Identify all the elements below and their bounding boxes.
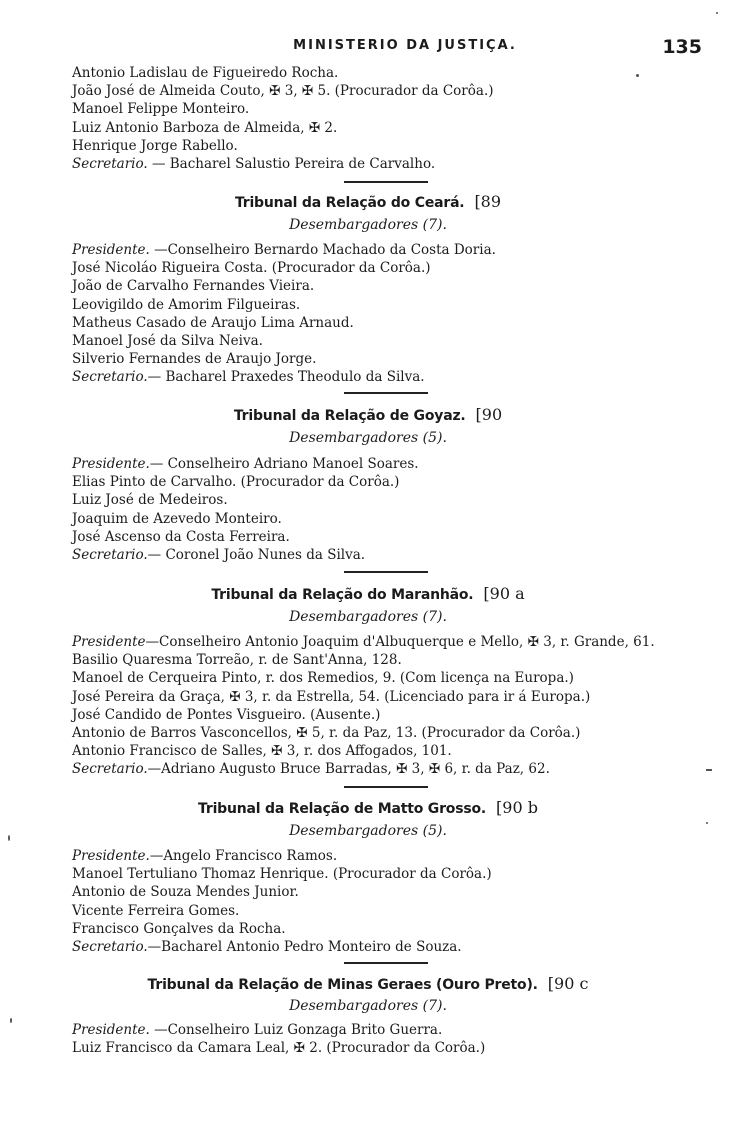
list-item: Luiz Francisco da Camara Leal, ✠ 2. (Procurador da Corôa.) <box>72 1040 486 1057</box>
list-item: Secretario.—Bacharel Antonio Pedro Monteiro de Souza. <box>72 939 462 956</box>
role-label: Presidente. <box>72 242 150 258</box>
list-item: Henrique Jorge Rabello. <box>72 137 238 154</box>
section-ref: [90 a <box>483 584 525 603</box>
list-item: Francisco Gonçalves da Rocha. <box>72 920 286 937</box>
section-list <box>72 847 682 956</box>
print-speck <box>706 822 708 824</box>
list-item: Secretario. — Bacharel Salustio Pereira de Carvalho. <box>72 156 436 173</box>
list-item: Antonio de Barros Vasconcellos, ✠ 5, r. da Paz, 13. (Procurador da Corôa.) <box>72 725 581 742</box>
role-label: Presidente <box>72 634 146 650</box>
section-heading <box>0 192 736 211</box>
list-item: Antonio de Souza Mendes Junior. <box>72 884 299 901</box>
section-list <box>72 633 682 779</box>
list-item: Antonio Ladislau de Figueiredo Rocha. <box>72 65 339 81</box>
section-subtitle: Desembargadores (5). <box>289 823 447 839</box>
list-item: José Nicoláo Rigueira Costa. (Procurador da Corôa.) <box>72 260 431 277</box>
role-label: Presidente. <box>72 848 150 864</box>
list-item: Manoel José da Silva Neiva. <box>72 333 263 350</box>
section-subtitle: Desembargadores (5). <box>289 430 447 446</box>
section-divider <box>344 962 428 964</box>
list-item: José Ascenso da Costa Ferreira. <box>72 528 290 545</box>
section-title: Tribunal da Relação de Matto Grosso. <box>198 801 487 817</box>
list-item: Manoel Felippe Monteiro. <box>72 101 250 118</box>
section-heading <box>0 974 736 993</box>
print-speck <box>8 835 10 841</box>
section-ref: [90 c <box>547 974 589 993</box>
role-label: Secretario. <box>72 156 148 173</box>
list-item: Presidente—Conselheiro Antonio Joaquim d'Albuquerque e Mello, ✠ 3, r. Grande, 61. <box>72 634 655 650</box>
section-heading <box>0 798 736 817</box>
list-item: Luiz Antonio Barboza de Almeida, ✠ 2. <box>72 119 338 136</box>
section-ref: [90 b <box>496 798 538 817</box>
role-label: Secretario. <box>72 369 148 386</box>
list-item: Secretario.— Bacharel Praxedes Theodulo da Silva. <box>72 369 425 386</box>
list-item: Presidente.— Conselheiro Adriano Manoel Soares. <box>72 456 419 472</box>
section-title: Tribunal da Relação de Minas Geraes (Ouro Preto). <box>147 977 538 993</box>
role-label: Presidente. <box>72 1022 150 1038</box>
list-item: Presidente.—Angelo Francisco Ramos. <box>72 848 338 864</box>
list-item: Secretario.—Adriano Augusto Bruce Barradas, ✠ 3, ✠ 6, r. da Paz, 62. <box>72 761 550 778</box>
list-item: Joaquim de Azevedo Monteiro. <box>72 510 282 527</box>
section-ref: [90 <box>475 405 503 424</box>
section-divider <box>344 786 428 788</box>
section-subtitle: Desembargadores (7). <box>289 998 447 1014</box>
print-speck <box>10 1018 12 1023</box>
role-label: Secretario. <box>72 939 148 956</box>
section-heading <box>0 405 736 424</box>
section-title: Tribunal da Relação do Ceará. <box>234 195 465 211</box>
running-title: MINISTERIO DA JUSTIÇA. <box>293 38 517 53</box>
section-divider <box>344 181 428 183</box>
list-item: José Candido de Pontes Visgueiro. (Ausente.) <box>72 706 381 723</box>
role-label: Secretario. <box>72 547 148 564</box>
top-list <box>72 64 682 173</box>
list-item: João José de Almeida Couto, ✠ 3, ✠ 5. (Procurador da Corôa.) <box>72 83 494 100</box>
print-speck <box>636 74 639 77</box>
section-list <box>72 1021 682 1057</box>
section-title: Tribunal da Relação do Maranhão. <box>211 587 474 603</box>
list-item: Leovigildo de Amorim Filgueiras. <box>72 296 301 313</box>
section-ref: [89 <box>474 192 502 211</box>
print-speck <box>706 769 712 771</box>
list-item: Secretario.— Coronel João Nunes da Silva. <box>72 547 366 564</box>
list-item: Presidente. —Conselheiro Bernardo Machado da Costa Doria. <box>72 242 496 258</box>
section-title: Tribunal da Relação de Goyaz. <box>233 408 466 424</box>
list-item: Manoel Tertuliano Thomaz Henrique. (Procurador da Corôa.) <box>72 866 492 883</box>
section-divider <box>344 392 428 394</box>
role-label: Presidente. <box>72 456 150 472</box>
list-item: Luiz José de Medeiros. <box>72 492 228 509</box>
list-item: Silverio Fernandes de Araujo Jorge. <box>72 351 317 368</box>
list-item: João de Carvalho Fernandes Vieira. <box>72 278 315 295</box>
section-subtitle: Desembargadores (7). <box>289 217 447 233</box>
list-item: Basilio Quaresma Torreão, r. de Sant'Anna, 128. <box>72 652 402 669</box>
list-item: Presidente. —Conselheiro Luiz Gonzaga Brito Guerra. <box>72 1022 443 1038</box>
section-heading <box>0 584 736 603</box>
page-number: 135 <box>662 36 702 58</box>
section-list <box>72 241 682 387</box>
print-speck <box>716 12 718 14</box>
role-label: Secretario. <box>72 761 148 778</box>
section-divider <box>344 571 428 573</box>
list-item: José Pereira da Graça, ✠ 3, r. da Estrella, 54. (Licenciado para ir á Europa.) <box>72 688 591 705</box>
section-subtitle: Desembargadores (7). <box>289 609 447 625</box>
list-item: Elias Pinto de Carvalho. (Procurador da Corôa.) <box>72 474 400 491</box>
section-list <box>72 455 682 564</box>
list-item: Antonio Francisco de Salles, ✠ 3, r. dos Affogados, 101. <box>72 743 452 760</box>
running-head <box>0 36 736 58</box>
list-item: Vicente Ferreira Gomes. <box>72 902 240 919</box>
list-item: Manoel de Cerqueira Pinto, r. dos Remedios, 9. (Com licença na Europa.) <box>72 670 574 687</box>
list-item: Matheus Casado de Araujo Lima Arnaud. <box>72 314 354 331</box>
